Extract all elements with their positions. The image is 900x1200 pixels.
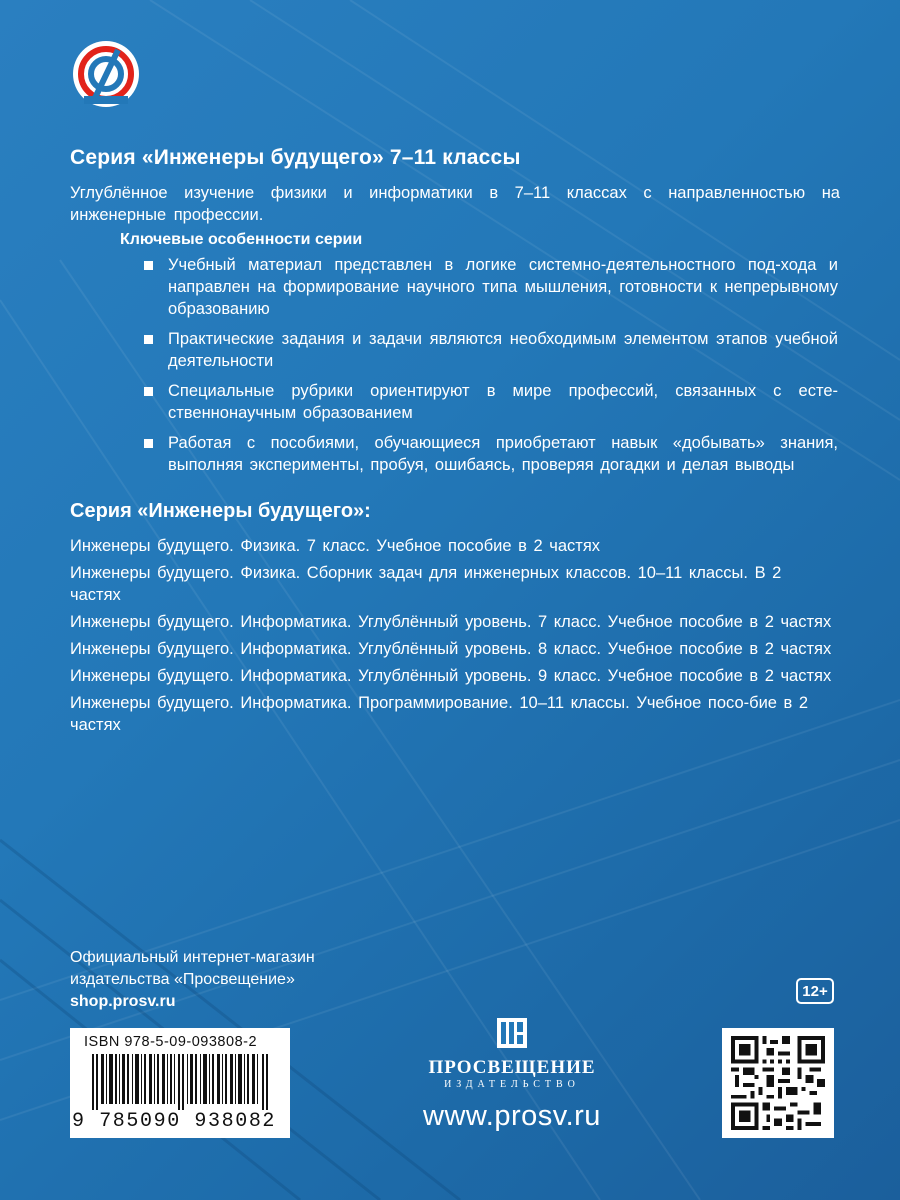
shop-url-link[interactable]: shop.prosv.ru	[70, 993, 176, 1010]
barcode-icon	[92, 1054, 272, 1110]
books-list	[70, 535, 838, 741]
isbn-barcode-block	[70, 1028, 290, 1138]
feature-text: Учебный материал представлен в логике системно-деятельностного под-хода и направлен на формирование научного типа мышления, готовности к непрерывному образованию	[168, 256, 838, 318]
bullet-square-icon	[144, 387, 153, 396]
book-item: Инженеры будущего. Информатика. Углублённый уровень. 8 класс. Учебное пособие в 2 частях	[70, 640, 832, 658]
shop-info	[70, 947, 315, 1013]
publisher-name: ПРОСВЕЩЕНИЕ	[428, 1057, 596, 1078]
feature-text: Работая с пособиями, обучающиеся приобретают навык «добывать» знания, выполняя эксперименты, пробуя, ошибаясь, проверяя догадки и делая выводы	[168, 434, 838, 474]
feature-text: Специальные рубрики ориентируют в мире профессий, связанных с есте-ственнонаучным образованием	[168, 382, 838, 422]
book-item: Инженеры будущего. Информатика. Программирование. 10–11 классы. Учебное посо-бие в 2 частях	[70, 694, 809, 734]
prosveshchenie-logo-icon	[497, 1018, 527, 1048]
publisher-url-link[interactable]: www.prosv.ru	[423, 1100, 601, 1132]
shop-line-2: издательства «Просвещение»	[70, 971, 295, 988]
publisher-subtitle: ИЗДАТЕЛЬСТВО	[444, 1079, 580, 1090]
bullet-square-icon	[144, 261, 153, 270]
books-title: Серия «Инженеры будущего»:	[70, 500, 371, 522]
book-item: Инженеры будущего. Информатика. Углублённый уровень. 7 класс. Учебное пособие в 2 частях	[70, 613, 832, 631]
series-logo-icon	[70, 38, 142, 110]
barcode-digits: 9 785090 938082	[72, 1110, 277, 1133]
book-item: Инженеры будущего. Физика. 7 класс. Учебное пособие в 2 частях	[70, 537, 601, 555]
feature-item	[144, 328, 838, 372]
qr-code-block	[722, 1028, 834, 1138]
age-rating-badge: 12+	[796, 978, 834, 1004]
publisher-block	[412, 1018, 612, 1133]
book-item: Инженеры будущего. Информатика. Углублённый уровень. 9 класс. Учебное пособие в 2 частях	[70, 667, 832, 685]
feature-item	[144, 254, 838, 320]
shop-line-1: Официальный интернет-магазин	[70, 949, 315, 966]
feature-text: Практические задания и задачи являются необходимым элементом этапов учебной деятельности	[168, 330, 838, 370]
series-description: Углублённое изучение физики и информатики в 7–11 классах с направленностью на инженерные профессии.	[70, 184, 840, 224]
series-title: Серия «Инженеры будущего» 7–11 классы	[70, 146, 521, 169]
features-list	[144, 254, 838, 484]
book-item: Инженеры будущего. Физика. Сборник задач для инженерных классов. 10–11 классы. В 2 частях	[70, 564, 782, 604]
isbn-label: ISBN 978-5-09-093808-2	[84, 1034, 258, 1050]
feature-item	[144, 380, 838, 424]
bullet-square-icon	[144, 439, 153, 448]
feature-item	[144, 432, 838, 476]
qr-code-icon	[730, 1036, 826, 1130]
bullet-square-icon	[144, 335, 153, 344]
features-title: Ключевые особенности серии	[120, 231, 363, 248]
